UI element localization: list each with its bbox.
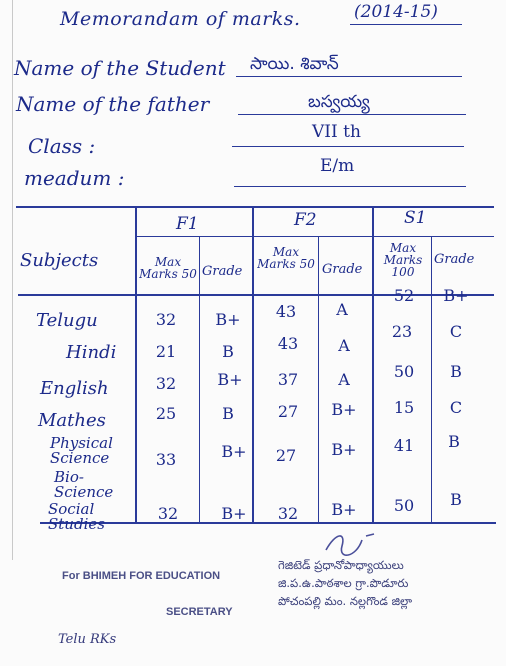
year-underline — [350, 24, 462, 25]
medium-value: E/m — [320, 156, 355, 176]
class-line — [232, 146, 464, 147]
f1-grade: B — [222, 404, 234, 423]
s1-marks: 50 — [393, 362, 415, 381]
subject-name: Physical Science — [50, 434, 113, 467]
f1-grade: B+ — [221, 442, 247, 461]
f1-marks: 25 — [155, 404, 177, 423]
f1-marks: 21 — [155, 342, 177, 361]
s1-marks: 52 — [393, 286, 415, 305]
s1-grade: B+ — [443, 286, 469, 305]
f1-marks: 33 — [155, 450, 177, 469]
subject-name: Bio-Science — [54, 468, 114, 501]
col-divider-1 — [135, 206, 137, 522]
headmaster-stamp-line2: జి.ప.ఉ.పాఠశాల గ్రా.పొడూరు — [278, 576, 409, 590]
s1-grade-header: Grade — [434, 252, 475, 267]
f1-marks: 32 — [155, 310, 177, 329]
table-group-divider — [136, 236, 494, 237]
f2-grade: A — [338, 370, 350, 389]
s1-marks: 50 — [393, 496, 415, 515]
class-value: VII th — [312, 122, 361, 142]
s1-max-marks-header: Max Marks 100 — [383, 241, 423, 279]
f2-marks: 43 — [277, 334, 299, 353]
f2-grade: A — [336, 300, 348, 319]
institution-stamp-line2: SECRETARY — [166, 606, 233, 618]
father-name-label: Name of the father — [16, 92, 210, 116]
s1-marks: 41 — [393, 436, 415, 455]
f1-marks: 32 — [155, 374, 177, 393]
father-name-value: బస్వయ్య — [308, 92, 370, 112]
f1-grade: B+ — [215, 310, 241, 329]
f2-grade: B+ — [331, 400, 357, 419]
s1-grade: B — [448, 432, 460, 451]
group-header-f1: F1 — [176, 214, 199, 234]
academic-year: (2014-15) — [354, 2, 438, 22]
f2-marks: 37 — [277, 370, 299, 389]
f1-grade: B+ — [221, 504, 247, 523]
col-divider-4 — [318, 236, 319, 522]
medium-line — [234, 186, 466, 187]
s1-marks: 23 — [391, 322, 413, 341]
student-name-label: Name of the Student — [14, 56, 226, 80]
col-divider-2 — [199, 236, 200, 522]
medium-label: meadum : — [24, 166, 125, 190]
subject-name: Mathes — [38, 410, 106, 431]
subjects-header: Subjects — [20, 250, 99, 271]
f2-grade: A — [338, 336, 350, 355]
subject-name: Social Studies — [48, 500, 105, 533]
col-divider-5 — [372, 206, 374, 522]
group-header-f2: F2 — [294, 210, 317, 230]
f2-marks: 32 — [277, 504, 299, 523]
subject-name: Hindi — [66, 342, 117, 363]
paper-edge — [12, 0, 13, 560]
s1-grade: B — [450, 362, 462, 381]
headmaster-stamp-line3: పోచంపల్లి మం. నల్లగొండ జిల్లా — [278, 594, 413, 608]
father-name-line — [238, 114, 466, 115]
s1-grade: B — [450, 490, 462, 509]
f2-grade-header: Grade — [322, 262, 363, 277]
headmaster-stamp-line1: గెజిటెడ్ ప్రధానోపాధ్యాయులు — [278, 558, 404, 572]
f1-grade: B+ — [217, 370, 243, 389]
subject-name: English — [40, 378, 109, 399]
f2-grade: B+ — [331, 500, 357, 519]
s1-grade: C — [449, 398, 463, 417]
f2-marks: 27 — [275, 446, 297, 465]
col-divider-3 — [252, 206, 254, 522]
f2-grade: B+ — [331, 440, 357, 459]
class-label: Class : — [28, 134, 96, 158]
f2-max-marks-header: Max Marks 50 — [257, 245, 315, 271]
subject-name: Telugu — [36, 310, 98, 331]
memo-title: Memorandam of marks. — [60, 8, 301, 30]
student-name-value: సాయి. శివాన్ — [250, 54, 339, 74]
f2-marks: 43 — [275, 302, 297, 321]
f1-grade: B — [222, 342, 234, 361]
student-name-line — [236, 76, 462, 77]
headmaster-signature — [322, 528, 382, 560]
f1-marks: 32 — [157, 504, 179, 523]
f1-max-marks-header: Max Marks 50 — [139, 255, 197, 281]
secretary-signature: Telu RKs — [58, 632, 117, 647]
s1-grade: C — [449, 322, 463, 341]
f1-grade-header: Grade — [202, 264, 243, 279]
f2-marks: 27 — [277, 402, 299, 421]
institution-stamp-line1: For BHIMEH FOR EDUCATION — [62, 570, 221, 582]
group-header-s1: S1 — [404, 208, 427, 228]
s1-marks: 15 — [393, 398, 415, 417]
